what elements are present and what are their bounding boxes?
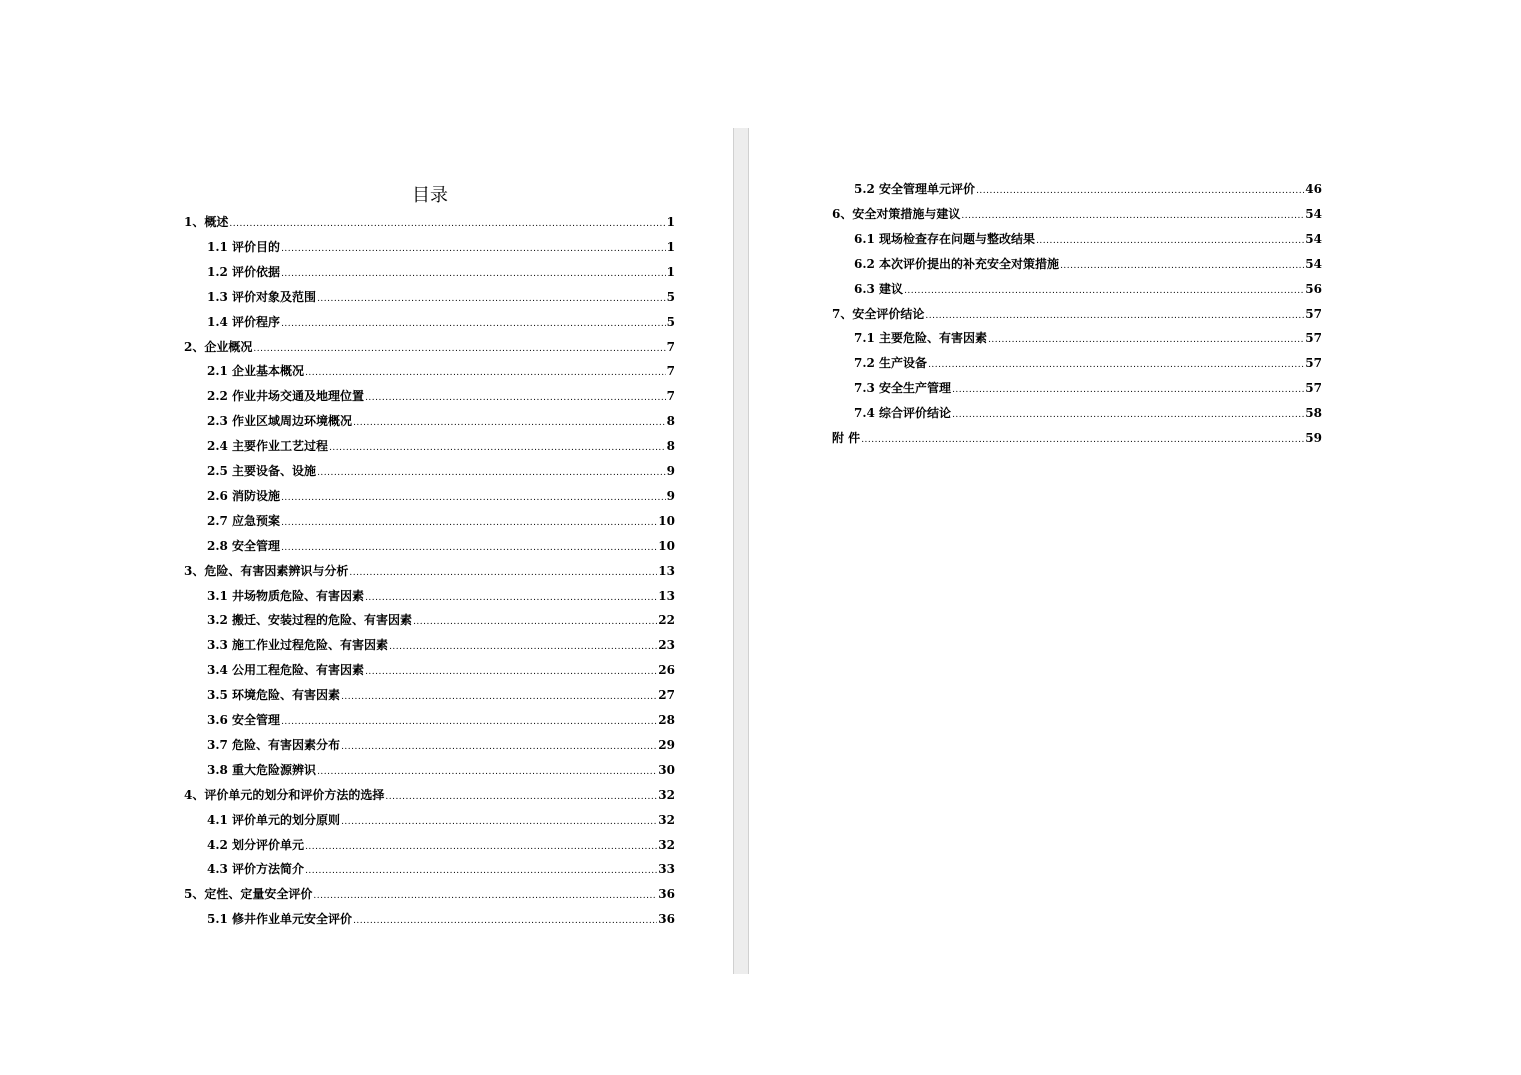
toc-entry-label: 4、评价单元的划分和评价方法的选择 <box>184 787 385 802</box>
toc-entry-label: 1.3 评价对象及范围 <box>207 289 317 304</box>
toc-entry-page: 32 <box>658 837 675 852</box>
toc-entry-label: 1.1 评价目的 <box>207 239 281 254</box>
page-gutter <box>733 128 749 974</box>
toc-entry[interactable] <box>207 911 675 927</box>
toc-entry[interactable] <box>207 812 675 828</box>
toc-entry-label: 4.3 评价方法简介 <box>207 862 305 877</box>
toc-entry-label: 4.2 划分评价单元 <box>207 837 305 852</box>
toc-entry-label: 附 件 <box>832 431 861 445</box>
toc-dot-leader <box>281 241 666 257</box>
toc-entry-page: 57 <box>1305 381 1322 396</box>
toc-entry[interactable] <box>207 837 675 853</box>
toc-entry-label: 1.2 评价依据 <box>207 264 281 279</box>
toc-entry[interactable] <box>184 563 675 579</box>
toc-entry[interactable] <box>207 588 675 604</box>
toc-dot-leader <box>281 316 666 332</box>
toc-entry-page: 10 <box>658 538 675 553</box>
toc-dot-leader <box>229 216 665 232</box>
toc-dot-leader <box>349 565 657 581</box>
toc-entry-page: 9 <box>666 464 675 478</box>
toc-entry-page: 57 <box>1305 356 1322 371</box>
toc-entry[interactable] <box>207 314 675 330</box>
toc-entry-page: 8 <box>666 414 675 429</box>
toc-entry[interactable] <box>207 687 675 703</box>
toc-entry-page: 22 <box>658 613 675 628</box>
toc-entry-label: 2.2 作业井场交通及地理位置 <box>207 389 365 404</box>
toc-entry[interactable] <box>184 886 675 902</box>
toc-entry-label: 3.8 重大危险源辨识 <box>207 762 317 777</box>
toc-entry-page: 7 <box>666 364 675 379</box>
toc-entry-label: 3.4 公用工程危险、有害因素 <box>207 663 365 678</box>
toc-entry-label: 2.7 应急预案 <box>207 513 281 528</box>
toc-entry[interactable] <box>207 363 675 379</box>
toc-dot-leader <box>281 515 657 531</box>
toc-entry-page: 1 <box>666 239 675 254</box>
toc-entry-page: 23 <box>658 638 675 653</box>
toc-entry-page: 1 <box>666 264 675 279</box>
toc-dot-leader <box>988 332 1304 348</box>
toc-entry-page: 46 <box>1305 182 1322 196</box>
toc-dot-leader <box>317 465 666 481</box>
toc-entry-label: 1.4 评价程序 <box>207 314 281 329</box>
toc-entry[interactable] <box>184 787 675 803</box>
toc-entry-label: 7.2 生产设备 <box>854 356 928 371</box>
toc-entry[interactable] <box>854 405 1322 421</box>
toc-entry-page: 54 <box>1305 206 1322 221</box>
toc-entry[interactable] <box>207 463 675 479</box>
toc-entry-page: 58 <box>1305 406 1322 421</box>
toc-entry-page: 9 <box>666 488 675 503</box>
toc-entry-page: 5 <box>666 289 675 304</box>
toc-entry-label: 5、定性、定量安全评价 <box>184 887 313 902</box>
toc-entry[interactable] <box>207 438 675 454</box>
toc-dot-leader <box>389 639 657 655</box>
toc-entry-page: 59 <box>1305 431 1322 445</box>
toc-entry-label: 7、安全评价结论 <box>832 306 925 321</box>
toc-entry-page: 10 <box>658 513 675 528</box>
toc-entry-label: 2.4 主要作业工艺过程 <box>207 439 329 454</box>
toc-dot-leader <box>341 739 657 755</box>
toc-entry[interactable] <box>207 289 675 305</box>
toc-entry-label: 6.2 本次评价提出的补充安全对策措施 <box>854 256 1060 271</box>
toc-entry[interactable] <box>207 239 675 255</box>
toc-entry[interactable] <box>854 380 1322 396</box>
toc-entry-page: 57 <box>1305 306 1322 321</box>
toc-entry[interactable] <box>207 413 675 429</box>
toc-entry-label: 7.4 综合评价结论 <box>854 406 952 421</box>
toc-dot-leader <box>313 888 657 904</box>
toc-dot-leader <box>305 863 657 879</box>
toc-dot-leader <box>976 183 1304 199</box>
toc-entry[interactable] <box>854 330 1322 346</box>
toc-entry-label: 1、概述 <box>184 215 229 229</box>
toc-entry-page: 33 <box>658 862 675 877</box>
toc-entry-label: 3.6 安全管理 <box>207 713 281 727</box>
toc-entry-page: 27 <box>658 688 675 703</box>
toc-entry-label: 2、企业概况 <box>184 339 253 354</box>
toc-dot-leader <box>281 266 666 282</box>
toc-dot-leader <box>329 440 666 456</box>
toc-dot-leader <box>1060 258 1304 274</box>
toc-entry-page: 13 <box>658 588 675 603</box>
toc-dot-leader <box>904 283 1304 299</box>
toc-entry-label: 2.8 安全管理 <box>207 538 281 553</box>
toc-dot-leader <box>925 308 1304 324</box>
toc-entry[interactable] <box>832 306 1322 322</box>
toc-entry[interactable] <box>207 612 675 628</box>
toc-entry-label: 6.1 现场检查存在问题与整改结果 <box>854 231 1036 246</box>
toc-entry-page: 54 <box>1305 256 1322 271</box>
toc-dot-leader <box>353 913 657 929</box>
toc-dot-leader <box>365 590 657 606</box>
toc-entry[interactable] <box>184 339 675 355</box>
toc-entry-page: 13 <box>658 563 675 578</box>
toc-entry-label: 2.5 主要设备、设施 <box>207 464 317 478</box>
toc-entry-page: 8 <box>666 439 675 454</box>
toc-entry[interactable] <box>207 737 675 753</box>
toc-entry-label: 5.1 修井作业单元安全评价 <box>207 912 353 927</box>
toc-entry-label: 6.3 建议 <box>854 281 904 296</box>
toc-entry-page: 5 <box>666 314 675 329</box>
toc-entry-page: 36 <box>658 887 675 902</box>
toc-entry[interactable] <box>832 430 1322 446</box>
toc-dot-leader <box>385 789 657 805</box>
toc-dot-leader <box>961 208 1304 224</box>
toc-entry-label: 3.2 搬迁、安装过程的危险、有害因素 <box>207 613 413 628</box>
toc-dot-leader <box>305 839 657 855</box>
toc-entry-label: 7.1 主要危险、有害因素 <box>854 331 988 346</box>
toc-entry-page: 26 <box>658 663 675 678</box>
toc-entry-page: 29 <box>658 737 675 752</box>
toc-entry[interactable] <box>207 861 675 877</box>
toc-dot-leader <box>341 689 657 705</box>
toc-dot-leader <box>928 357 1304 373</box>
toc-dot-leader <box>365 390 666 406</box>
toc-entry[interactable] <box>854 281 1322 297</box>
toc-dot-leader <box>413 614 657 630</box>
toc-entry[interactable] <box>832 206 1322 222</box>
toc-entry-label: 2.6 消防设施 <box>207 488 281 503</box>
toc-entry-label: 3、危险、有害因素辨识与分析 <box>184 563 349 578</box>
toc-entry[interactable] <box>207 762 675 778</box>
toc-entry-label: 3.7 危险、有害因素分布 <box>207 737 341 752</box>
toc-entry-label: 7.3 安全生产管理 <box>854 381 952 396</box>
toc-entry[interactable] <box>854 256 1322 272</box>
toc-entry[interactable] <box>207 264 675 280</box>
toc-dot-leader <box>353 415 666 431</box>
toc-dot-leader <box>281 490 666 506</box>
toc-entry[interactable] <box>854 181 1322 197</box>
toc-entry-page: 28 <box>658 713 675 727</box>
toc-entry-label: 3.3 施工作业过程危险、有害因素 <box>207 638 389 653</box>
toc-entry[interactable] <box>184 214 675 230</box>
toc-dot-leader <box>317 291 666 307</box>
toc-entry-page: 32 <box>658 812 675 827</box>
toc-entry[interactable] <box>207 637 675 653</box>
toc-entry[interactable] <box>854 231 1322 247</box>
toc-dot-leader <box>952 382 1304 398</box>
toc-entry-page: 57 <box>1305 331 1322 346</box>
toc-dot-leader <box>365 664 657 680</box>
toc-entry[interactable] <box>854 355 1322 371</box>
toc-dot-leader <box>861 432 1304 448</box>
toc-dot-leader <box>305 365 666 381</box>
toc-entry-page: 32 <box>658 787 675 802</box>
toc-dot-leader <box>281 540 657 556</box>
toc-entry[interactable] <box>207 513 675 529</box>
toc-dot-leader <box>952 407 1304 423</box>
toc-entry-label: 2.3 作业区域周边环境概况 <box>207 414 353 429</box>
toc-entry[interactable] <box>207 388 675 404</box>
toc-dot-leader <box>253 341 665 357</box>
toc-entry-page: 7 <box>666 389 675 404</box>
toc-entry-page: 7 <box>666 339 675 354</box>
toc-entry-page: 36 <box>658 912 675 927</box>
toc-entry[interactable] <box>207 488 675 504</box>
toc-title: 目录 <box>412 185 448 206</box>
toc-entry-label: 2.1 企业基本概况 <box>207 364 305 379</box>
toc-dot-leader <box>317 764 657 780</box>
toc-entry-label: 4.1 评价单元的划分原则 <box>207 812 341 827</box>
toc-dot-leader <box>1036 233 1304 249</box>
toc-entry[interactable] <box>207 538 675 554</box>
toc-entry-page: 30 <box>658 762 675 777</box>
toc-dot-leader <box>341 814 657 830</box>
toc-entry-label: 3.5 环境危险、有害因素 <box>207 688 341 703</box>
toc-entry[interactable] <box>207 662 675 678</box>
toc-entry-page: 56 <box>1305 281 1322 296</box>
toc-entry-label: 6、安全对策措施与建议 <box>832 206 961 221</box>
toc-entry[interactable] <box>207 712 675 728</box>
toc-entry-page: 1 <box>666 215 675 229</box>
toc-entry-label: 5.2 安全管理单元评价 <box>854 182 976 196</box>
toc-entry-page: 54 <box>1305 231 1322 246</box>
toc-dot-leader <box>281 714 657 730</box>
toc-entry-label: 3.1 井场物质危险、有害因素 <box>207 588 365 603</box>
